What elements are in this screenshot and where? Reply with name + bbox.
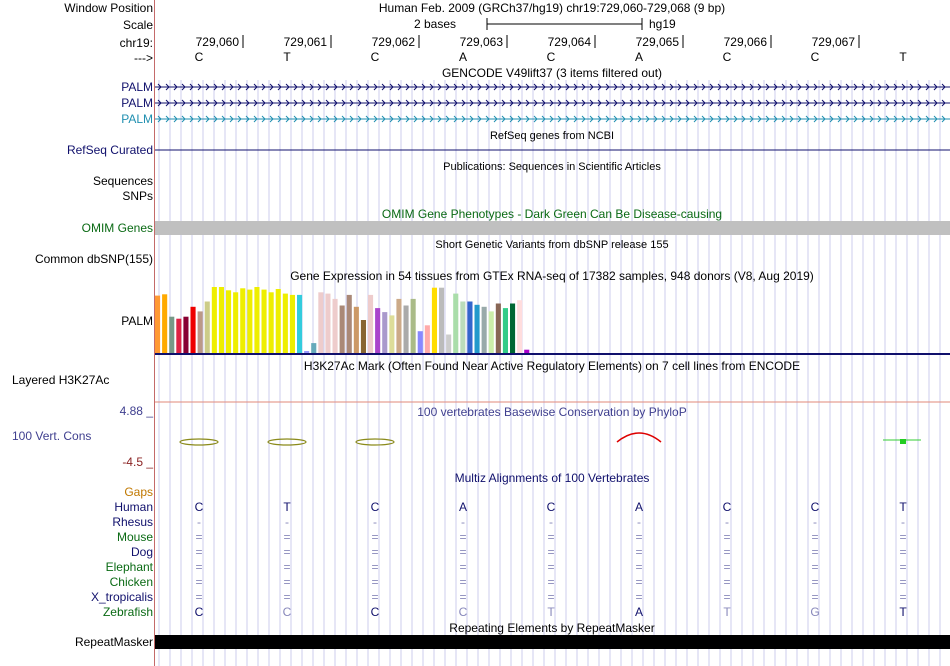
alignment-cell: - [901, 515, 905, 529]
alignment-cell: = [811, 545, 819, 559]
ruler-position-label: 729,065 [635, 35, 679, 49]
gencode-track-label-1[interactable]: PALM [121, 80, 153, 94]
alignment-cell: = [195, 575, 203, 589]
alignment-cell: C [546, 500, 556, 514]
species-label: X_tropicalis [90, 590, 153, 604]
scale-label: Scale [122, 18, 153, 32]
refseq-track-label[interactable]: RefSeq Curated [66, 143, 153, 157]
ruler-position-label: 729,063 [459, 35, 503, 49]
alignment-cell: - [637, 515, 641, 529]
strand-label: ---> [134, 51, 153, 65]
alignment-cell: - [813, 515, 817, 529]
phylop-conservation-plot[interactable] [155, 0, 950, 470]
alignment-cell: = [811, 560, 819, 574]
alignment-cell: = [547, 590, 555, 604]
dbsnp-track-title: Short Genetic Variants from dbSNP release 155 [435, 239, 669, 251]
alignment-cell: = [371, 530, 379, 544]
alignment-cell: C [194, 605, 204, 619]
chrom-label: chr19: [119, 36, 153, 50]
alignment-cell: = [899, 560, 907, 574]
alignment-cell: = [459, 575, 467, 589]
alignment-cell: = [635, 575, 643, 589]
alignment-cell: = [547, 545, 555, 559]
alignment-cell: = [635, 560, 643, 574]
alignment-cell: C [370, 500, 380, 514]
species-label: Chicken [109, 575, 153, 589]
phylop-score-mark [180, 439, 218, 445]
reference-base: C [194, 50, 204, 64]
alignment-cell: C [282, 605, 292, 619]
alignment-cell: C [722, 500, 732, 514]
alignment-cell: - [461, 515, 465, 529]
alignment-cell: = [283, 590, 291, 604]
omim-track-label[interactable]: OMIM Genes [81, 221, 153, 235]
alignment-cell: = [811, 530, 819, 544]
omim-track-title: OMIM Gene Phenotypes - Dark Green Can Be Disease-causing [381, 207, 723, 221]
window-position-label: Window Position [64, 1, 153, 15]
alignment-cell: - [197, 515, 201, 529]
alignment-cell: = [459, 530, 467, 544]
alignment-cell: C [370, 605, 380, 619]
assembly-position-text: Human Feb. 2009 (GRCh37/hg19) chr19:729,060-729,068 (9 bp) [378, 1, 726, 15]
alignment-cell: = [899, 530, 907, 544]
alignment-cell: = [371, 575, 379, 589]
repeatmasker-element-bar[interactable] [155, 635, 950, 649]
alignment-cell: = [371, 590, 379, 604]
alignment-cell: T [283, 500, 291, 514]
phylop-score-mark [356, 439, 394, 445]
scale-bar-text: 2 bases [414, 17, 457, 31]
alignment-cell: = [283, 545, 291, 559]
reference-base: C [546, 50, 556, 64]
species-label: Zebrafish [102, 605, 153, 619]
alignment-cell: = [723, 575, 731, 589]
track-area[interactable] [155, 0, 950, 666]
alignment-cell: G [810, 605, 820, 619]
alignment-cell: = [635, 590, 643, 604]
alignment-cell: = [195, 590, 203, 604]
phylop-score-mark [268, 439, 306, 445]
reference-base: A [634, 50, 644, 64]
alignment-cell: = [635, 530, 643, 544]
species-label: Dog [130, 545, 153, 559]
alignment-cell: = [899, 575, 907, 589]
reference-base: T [899, 50, 907, 64]
phylop-track-title: 100 vertebrates Basewise Conservation by PhyloP [417, 405, 687, 419]
alignment-cell: T [723, 605, 731, 619]
species-label: Elephant [105, 560, 153, 574]
alignment-cell: - [549, 515, 553, 529]
species-label: Rhesus [112, 515, 153, 529]
alignment-cell: = [635, 545, 643, 559]
alignment-cell: T [899, 605, 907, 619]
alignment-cell: T [899, 500, 907, 514]
alignment-cell: = [195, 560, 203, 574]
scale-db-text: hg19 [649, 17, 676, 31]
alignment-cell: = [547, 530, 555, 544]
phylop-max-label: 4.88 _ [119, 404, 153, 418]
ruler-position-label: 729,067 [811, 35, 855, 49]
alignment-cell: = [283, 530, 291, 544]
repeatmasker-track-title: Repeating Elements by RepeatMasker [449, 621, 655, 635]
ruler-position-label: 729,060 [195, 35, 239, 49]
alignment-cell: C [194, 500, 204, 514]
alignment-cell: A [634, 605, 644, 619]
alignment-cell: = [899, 590, 907, 604]
gencode-track-title: GENCODE V49lift37 (3 items filtered out) [441, 66, 663, 80]
alignment-cell: = [371, 560, 379, 574]
species-label: Mouse [116, 530, 153, 544]
alignment-cell: = [547, 575, 555, 589]
publications-track-title: Publications: Sequences in Scientific Articles [443, 161, 661, 173]
alignment-cell: = [283, 575, 291, 589]
reference-base: C [810, 50, 820, 64]
alignment-cell: = [459, 560, 467, 574]
phylop-score-mark [900, 439, 906, 444]
alignment-cell: = [459, 545, 467, 559]
reference-base: C [722, 50, 732, 64]
phylop-min-label: -4.5 _ [122, 455, 153, 469]
alignment-cell: T [547, 605, 555, 619]
alignment-cell: C [810, 500, 820, 514]
multiz-track-title: Multiz Alignments of 100 Vertebrates [454, 471, 650, 485]
alignment-cell: = [899, 545, 907, 559]
reference-base: C [370, 50, 380, 64]
alignment-cell: = [723, 545, 731, 559]
alignment-cell: = [723, 590, 731, 604]
alignment-cell: = [283, 560, 291, 574]
reference-base: A [458, 50, 468, 64]
publications-snps-label[interactable]: SNPs [122, 189, 153, 203]
alignment-cell: - [725, 515, 729, 529]
ruler-position-label: 729,061 [283, 35, 327, 49]
alignment-cell: C [458, 605, 468, 619]
gtex-track-title: Gene Expression in 54 tissues from GTEx RNA-seq of 17382 samples, 948 donors (V8, Aug 2019) [290, 269, 814, 283]
alignment-cell: = [371, 545, 379, 559]
alignment-cell: = [723, 530, 731, 544]
h3k27ac-track-label[interactable]: Layered H3K27Ac [12, 373, 110, 387]
alignment-cell: = [195, 530, 203, 544]
phylop-score-mark [617, 433, 661, 442]
alignment-cell: = [547, 560, 555, 574]
ruler-position-label: 729,066 [723, 35, 767, 49]
gencode-track-label-2[interactable]: PALM [121, 96, 153, 110]
track-label-column [0, 0, 154, 666]
gencode-track-label-3[interactable]: PALM [121, 112, 153, 126]
alignment-cell: = [811, 575, 819, 589]
alignment-cell: = [723, 560, 731, 574]
alignment-cell: = [459, 590, 467, 604]
ruler-position-label: 729,062 [371, 35, 415, 49]
phylop-track-label[interactable]: 100 Vert. Cons [12, 429, 92, 443]
alignment-cell: = [811, 590, 819, 604]
publications-sequences-label[interactable]: Sequences [92, 174, 153, 188]
alignment-cell: - [373, 515, 377, 529]
h3k27ac-track-title: H3K27Ac Mark (Often Found Near Active Regulatory Elements) on 7 cell lines from ENCODE [303, 359, 801, 373]
dbsnp-track-label[interactable]: Common dbSNP(155) [34, 252, 153, 266]
refseq-track-title: RefSeq genes from NCBI [489, 130, 615, 142]
species-label: Human [114, 500, 153, 514]
alignment-cell: A [458, 500, 468, 514]
gtex-track-label[interactable]: PALM [121, 314, 153, 328]
alignment-cell: = [195, 545, 203, 559]
alignment-cell: A [634, 500, 644, 514]
repeatmasker-track-label[interactable]: RepeatMasker [74, 635, 153, 649]
reference-base: T [283, 50, 291, 64]
multiz-gaps-label: Gaps [124, 485, 153, 499]
ruler-position-label: 729,064 [547, 35, 591, 49]
alignment-cell: - [285, 515, 289, 529]
